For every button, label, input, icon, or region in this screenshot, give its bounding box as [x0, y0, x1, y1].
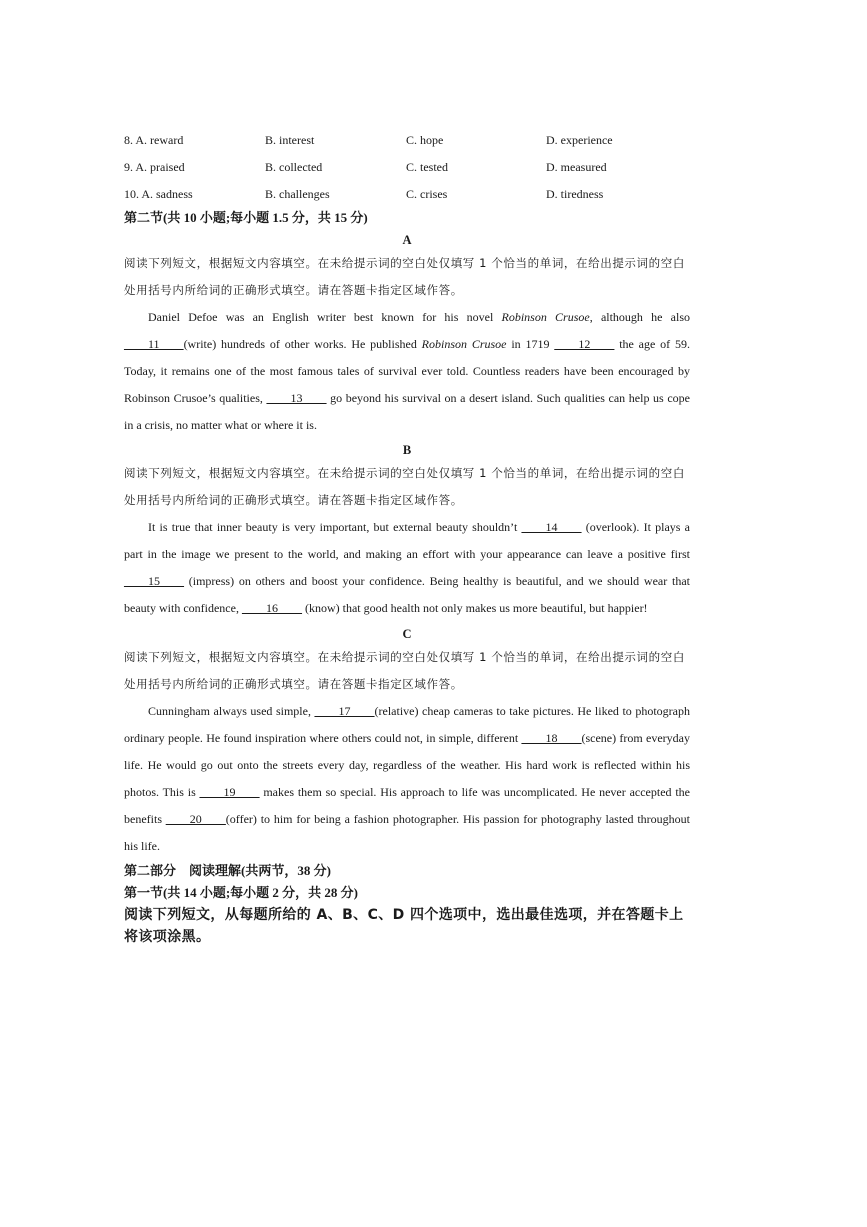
passage-text: Daniel Defoe was an English writer best known for his novel [148, 310, 502, 324]
novel-title: Robinson Crusoe [501, 310, 590, 324]
options-table [124, 131, 724, 212]
instruction-line-1: 阅读下列短文，根据短文内容填空。在未给提示词的空白处仅填写 1 个恰当的单词，在给出提示词的空白 [124, 256, 685, 270]
passage-text: , although he also [589, 310, 690, 324]
blank-11: ____11____ [124, 337, 184, 351]
option-a: 9. A. praised [124, 160, 185, 174]
part2-section1-heading: 第一节(共 14 小题;每小题 2 分，共 28 分) [124, 885, 358, 900]
instruction-line-1: 阅读下列短文，根据短文内容填空。在未给提示词的空白处仅填写 1 个恰当的单词，在给出提示词的空白 [124, 650, 685, 664]
blank-16: ____16____ [241, 601, 302, 615]
blank-17: ____17____ [314, 704, 375, 718]
option-b: B. collected [265, 160, 323, 174]
option-b: B. challenges [265, 187, 330, 201]
option-d: D. tiredness [546, 187, 604, 201]
passage-text: (know) that good health not only makes us more beautiful, but happier! [301, 601, 648, 615]
passage-text: makes them so special. His approach to life was uncomplicated. He never accepted the benefits [124, 785, 690, 826]
blank-18: ____18____ [521, 731, 582, 745]
passage-c-letter: C [402, 627, 412, 641]
section2-heading: 第二节(共 10 小题;每小题 1.5 分，共 15 分) [124, 210, 368, 225]
blank-13: ____13____ [266, 391, 327, 405]
passage-text: (scene) from everyday life. He would go out onto the streets every day, regardless of the weather. His hard work is reflected within his photos. This is [124, 731, 691, 799]
passage-a-text [124, 304, 690, 439]
option-a: 8. A. reward [124, 133, 184, 147]
options-row-9 [124, 158, 724, 185]
instruction-c [124, 644, 690, 698]
passage-c-text [124, 698, 690, 860]
reading-instruction: 阅读下列短文，从每题所给的 A、B、C、D 四个选项中，选出最佳选项，并在答题卡上将该项涂黑。 [124, 907, 684, 945]
blank-20: ____20____ [165, 812, 226, 826]
blank-14: ____14____ [521, 520, 582, 534]
passage-b-letter: B [402, 443, 412, 457]
option-b: B. interest [265, 133, 315, 147]
passage-text: It is true that inner beauty is very important, but external beauty shouldn’t [148, 520, 522, 534]
instruction-a [124, 250, 690, 304]
passage-text: Cunningham always used simple, [148, 704, 315, 718]
instruction-line-2: 处用括号内所给词的正确形式填空。请在答题卡指定区域作答。 [124, 493, 463, 507]
passage-text: (relative) cheap cameras to take pictures. He liked to photograph ordinary people. He found inspiration where others could not, in simple, different [124, 704, 690, 745]
instruction-line-2: 处用括号内所给词的正确形式填空。请在答题卡指定区域作答。 [124, 283, 463, 297]
instruction-line-1: 阅读下列短文，根据短文内容填空。在未给提示词的空白处仅填写 1 个恰当的单词，在给出提示词的空白 [124, 466, 685, 480]
instruction-line-2: 处用括号内所给词的正确形式填空。请在答题卡指定区域作答。 [124, 677, 463, 691]
passage-text: (overlook). It plays a part in the image we present to the world, and making an effort with your appearance can leave a positive first [124, 520, 690, 561]
option-d: D. experience [546, 133, 613, 147]
option-d: D. measured [546, 160, 607, 174]
passage-text: (write) hundreds of other works. He published [183, 337, 422, 351]
option-c: C. hope [406, 133, 444, 147]
passage-a-letter: A [402, 233, 412, 247]
blank-15: ____15____ [124, 574, 184, 588]
option-a: 10. A. sadness [124, 187, 193, 201]
passage-text: the age of 59. Today, it remains one of the most famous tales of survival ever told. Countless readers have been encouraged by Robinson Crusoe’s qualities, [124, 337, 690, 405]
passage-b-text [124, 514, 690, 622]
blank-19: ____19____ [199, 785, 260, 799]
novel-title: Robinson Crusoe [421, 337, 507, 351]
passage-text: go beyond his survival on a desert island. Such qualities can help us cope in a crisis, no matter what or where it is. [124, 391, 690, 432]
options-row-8 [124, 131, 724, 158]
option-c: C. tested [406, 160, 448, 174]
passage-text: (offer) to him for being a fashion photographer. His passion for photography lasted throughout his life. [124, 812, 690, 853]
passage-text: in 1719 [506, 337, 555, 351]
instruction-b [124, 460, 690, 514]
passage-text: (impress) on others and boost your confidence. Being healthy is beautiful, and we should wear that beauty with confidence, [124, 574, 690, 615]
part2-heading: 第二部分 阅读理解(共两节，38 分) [124, 863, 331, 878]
option-c: C. crises [406, 187, 448, 201]
blank-12: ____12____ [554, 337, 615, 351]
